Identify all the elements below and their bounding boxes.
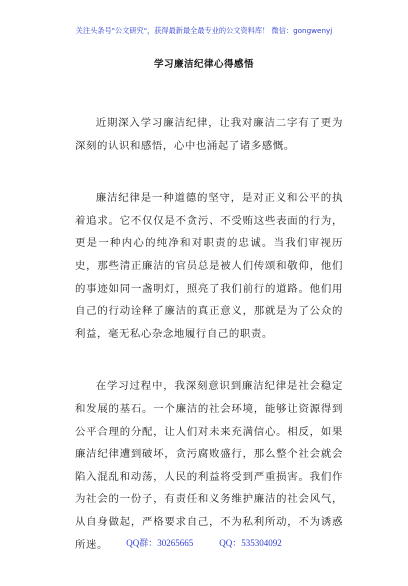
page-title: 学习廉洁纪律心得感悟 <box>153 59 254 70</box>
paragraph-2: 廉洁纪律是一种道德的坚守，是对正义和公平的执着追求。它不仅仅是不贪污、不受贿这些表面的行为，更是一种内心的纯净和对职责的忠诚。当我们审视历史，那些清正廉洁的官员总是被人们传颂和敬仰，他们的事迹如同一盏明灯，照亮了我们前行的道路。他们用自己的行动诠释了廉洁的真正意义，那就是为了公众的利益，毫无私心杂念地履行自己的职责。 <box>75 192 343 340</box>
paragraph-1: 近期深入学习廉洁纪律，让我对廉洁二字有了更为深刻的认识和感悟，心中也涌起了诸多感慨。 <box>75 117 343 152</box>
footer-contact <box>0 536 408 549</box>
footer-qq: QQ：535304092 <box>219 538 282 548</box>
footer-qq-group: QQ群：30265665 <box>126 538 194 548</box>
paragraph-3: 在学习过程中，我深刻意识到廉洁纪律是社会稳定和发展的基石。一个廉洁的社会环境，能够让资源得到公平合理的分配，让人们对未来充满信心。相反，如果廉洁纪律遭到破坏，贪污腐败盛行，那么整个社会就会陷入混乱和动荡，人民的利益将受到严重损害。我们作为社会的一份子，有责任和义务维护廉洁的社会风气，从自身做起，严格要求自己，不为私利所动，不为诱惑所迷。 <box>75 380 343 551</box>
header-promo-note: 关注头条号"公文研究"，获得最新最全最专业的公文资料库！ 微信：gongwenyj <box>75 26 333 35</box>
document-body <box>75 112 343 586</box>
